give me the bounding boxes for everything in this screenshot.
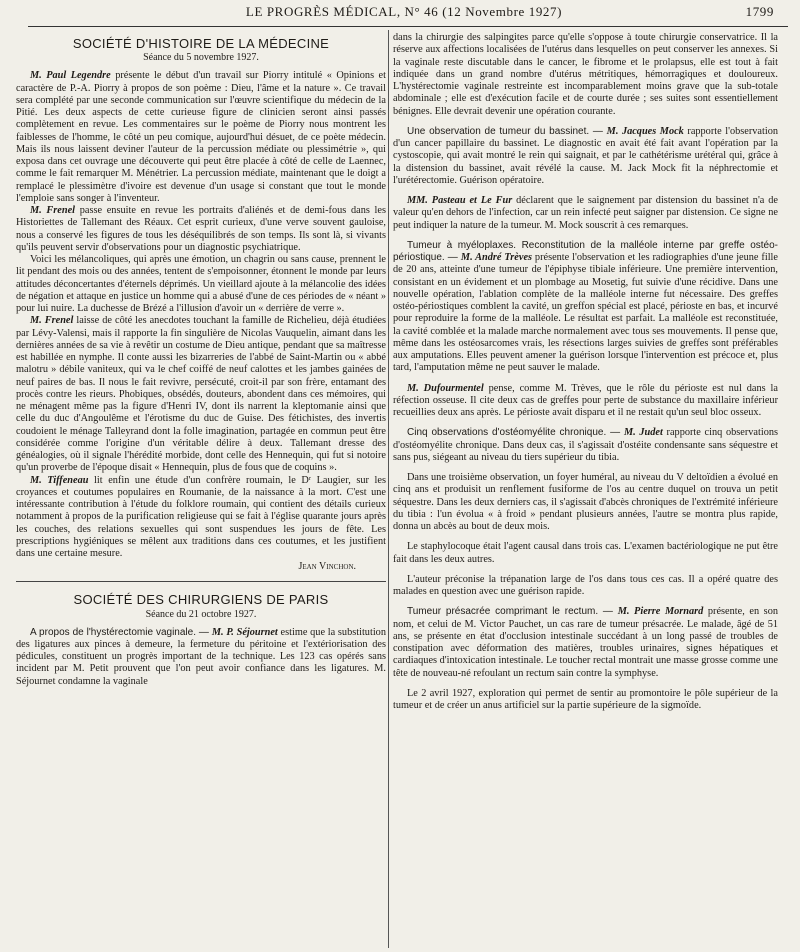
paragraph-text: présente l'observation et les radiographies d'une jeune fille de 20 ans, atteinte d'une tumeur de l'épiphyse tibiale inférieure. Une première intervention, consistant en un évidement et un plombage au Mosetig, fut suivie d'une récidive. Dans une nouvelle opération, l'ablation complète de la malléole interne fut nécessaire. Des greffes ostéo-périostiques comblent la cavité, un greffon spécial est placé, périoste en bas, et incurvé pour reproduire la forme de la malléole. Le résultat est parfait. La malléole est reconstituée, la cavité comblée et la malade marche normalement avec tous ses mouvements. Il pense que, même dans les ostéosarcomes vrais, les résections larges suivies de greffes sont préférables aux amputations. Elles peuvent amener la guérison lorsque l'intervention est précoce et, plus tard, l'amputation même ne peut sauver le malade.	[393, 252, 778, 374]
paragraph	[393, 606, 778, 680]
header-rule	[28, 26, 788, 27]
column-divider	[388, 30, 389, 948]
speaker-name: M. Jacques Mock	[606, 125, 684, 137]
paragraph	[393, 195, 778, 232]
paragraph-topic: A propos de l'hystérectomie vaginale. —	[30, 626, 212, 638]
society-heading: SOCIÉTÉ D'HISTOIRE DE LA MÉDECINE	[72, 36, 330, 51]
paragraph-topic: Tumeur à myéloplaxes. Reconstitution de la malléole interne par greffe ostéo-périostique. —	[393, 239, 778, 263]
paragraph	[16, 627, 386, 688]
speaker-name: M. André Trèves	[460, 252, 533, 263]
speaker-name: M. Paul Legendre	[30, 70, 111, 82]
paragraph	[16, 70, 386, 205]
paragraph-topic: Tumeur présacrée comprimant le rectum. —	[407, 606, 618, 618]
speaker-name: M. Frenel	[30, 315, 74, 327]
section-history-medicine	[16, 70, 386, 560]
paragraph-text: déclarent que le saignement par distension du bassinet n'a de valeur qu'en dehors de l'infection, car un rein infecté peut saigner par distension. Ce signe ne peut indiquer la nature de la tumeur. M. Mock souscrit à ces remarques.	[393, 195, 779, 231]
paragraph-topic: Cinq observations d'ostéomyélite chronique. —	[407, 427, 624, 439]
signature: Jean Vinchon.	[298, 561, 356, 573]
section-surgeons	[16, 627, 386, 688]
paragraph-text: lit enfin une étude d'un confrère roumain, le Dʳ Laugier, sur les croyances et coutumes populaires en Roumanie, de la naissance à la mort. C'est une intéressante contribution à l'étude du folklore roumain, qui contient des détails curieux notamment à propos de la purification religieuse qui se fait à l'église quarante jours après les couches, des relations sexuelles qui sont suspendues les jours de fête. Les prescriptions hygiéniques se mêlent aux traditions dans ces coutumes, et les justifient dans une certaine mesure.	[16, 474, 386, 560]
journal-title: LE PROGRÈS MÉDICAL, N° 46 (12 Novembre 1927)	[245, 4, 563, 19]
left-column	[16, 32, 386, 688]
paragraph-text: rapporte l'observation d'un cancer papillaire du bassinet. Le diagnostic en avait été fait avant l'opération par la cystoscopie, qui avait montré le rein qui saignait, et par le cathétérisme urétéral qui, grâce à la distension du bassinet, avait révélé la cause. M. Jack Mock fit la néphrectomie et l'urétérectomie. Guérison opératoire.	[393, 125, 778, 186]
paragraph	[16, 315, 386, 474]
section-surgeons-continued	[393, 126, 778, 713]
paragraph-text: L'auteur préconise la trépanation large de l'os dans tous ces cas. Il a opéré quatre des malades en question avec une guérison rapide.	[393, 573, 778, 597]
paragraph-text: estime que la substitution des ligatures aux pinces à demeure, la fermeture du péritoine et l'extériorisation des pédicules, constituent un progrès important de la technique. Les 123 cas opérés sans incident par M. Petit prouvent que l'on peut avoir confiance dans les ligatures. M. Séjournet condamne la vaginale	[16, 626, 386, 687]
paragraph	[16, 475, 386, 561]
paragraph-text: présente, en son nom, et celui de M. Victor Pauchet, un cas rare de tumeur présacrée. Le malade, âgé de 51 ans, se présente en état d'occlusion intestinale succédant à un long passé de troubles de constipation avec déformation des matières, troubles urinaires, signes hépatiques et cardiaques d'intoxication intestinale. Le toucher rectal montrait une masse grosse comme une tête de nouveau-né refoulant un rectum sain contre la symphyse.	[393, 606, 778, 679]
paragraph	[16, 254, 386, 315]
paragraph-text: Le staphylocoque était l'agent causal dans trois cas. L'examen bactériologique ne put être fait dans les deux autres.	[393, 541, 778, 565]
speaker-name: M. P. Séjournet	[211, 626, 278, 638]
paragraph-text: présente le début d'un travail sur Piorry intitulé « Opinions et caractère de P.-A. Piorry à propos de son poème : Dieu, l'âme et la nature ». Ce travail sera complété par une seconde communication sur l'œuvre scientifique du médecin de la Pitié. Les deux aspects de cette curieuse figure de clinicien seront ainsi passés complètement en revue. Les commentaires sur le poème de Piorry nous montrent les faiblesses de l'homme, le côté un peu comique, aujourd'hui désuet, de ce poète médecin. Mais ils nous laissent deviner l'auteur de la percussion médiate ou plessimétrie », qui exposa dans cet ouvrage une découverte qui peut être placée à côté de celle de Laennec, comme le fait remarquer M. Ménétrier. La percussion médiate, maintenant que le doigt a remplacé le plessimètre d'ivoire est devenue d'un usage si constant que tout le monde l'emploie sans songer à l'inventeur.	[16, 70, 386, 204]
section-divider	[16, 581, 386, 582]
speaker-name: MM. Pasteau et Le Fur	[407, 195, 513, 206]
paragraph-text: passe ensuite en revue les portraits d'aliénés et de demi-fous dans les Historiettes de Tallemant des Réaux. Cet esprit curieux, d'une verve souvent gauloise, nous a conservé les figures de tous les déséquilibrés de son temps. Ils sont là, si vivants qu'ils peuvent servir d'observations pour un diagnostic psychiatrique.	[16, 205, 386, 253]
paragraph-text: Voici les mélancoliques, qui après une émotion, un chagrin ou sans cause, prennent le lit pendant des mois ou des années, tentent de s'empoisonner, étonnent le monde par leurs attitudes déconcertantes d'éternels déprimés. Un vieillard ajoute à la mélancolie des idées de négation et attaque en justice un homme qui a abusé d'une de ces périodes de « néant » pour lui nuire. La duchesse de Brézé a l'illusion d'avoir un « derrière de verre ».	[16, 254, 386, 315]
paragraph	[393, 472, 778, 533]
paragraph-text: Le 2 avril 1927, exploration qui permet de sentir au promontoire le pôle supérieur de la tumeur et de créer un anus artificiel sur la partie supérieure de la sigmoïde.	[393, 687, 778, 711]
paragraph	[393, 240, 778, 375]
paragraph	[393, 383, 778, 420]
page-number: 1799	[745, 4, 774, 19]
paragraph	[393, 574, 778, 599]
session-date: Séance du 5 novembre 1927.	[143, 52, 259, 64]
society-heading: SOCIÉTÉ DES CHIRURGIENS DE PARIS	[73, 592, 329, 608]
paragraph-text: laisse de côté les anecdotes touchant la famille de Richelieu, déjà étudiées par Lévy-Valensi, mais il rapporte la fin singulière de Nicolas Vauquelin, aimant dans les dernières années de sa vie à revêtir un costume de Dieu antique, pendant que sa maîtresse est habillée en nymphe. Il conte aussi les bizarreries de l'abbé de Saint-Martin ou « abbé malotru » débile vaniteux, qui va le chef coiffé de neuf calottes et les jambes gainées de neuf paires de bas. Il nous le fait revivre, persécuté, croit-il par son frère, entamant des procès contre les rieurs. Phobiques, obsédés, douteurs, abondent dans ces mémoires, qui ne ménagent même pas la figure d'Henri IV, dont ils narrent la kleptomanie ainsi que celle du duc d'Angoulême et l'érotisme du duc de Guise. Des fétichistes, des invertis coudoient le ménage Talleyrand dont la folle imagination, partagée en commun peut être considérée comme l'origine d'un véritable délire à deux. Tallemant dresse des généalogies, où il signale l'hérédité morbide, dont celle des Hennequin, qui fut si notoire qu'un proverbe de l'époque disait « Hennequin, plus de fous que de coquins ».	[16, 315, 386, 474]
speaker-name: M. Frenel	[30, 205, 76, 217]
speaker-name: M. Dufourmentel	[407, 382, 484, 394]
paragraph	[393, 688, 778, 713]
paragraph	[16, 205, 386, 254]
paragraph-topic: Une observation de tumeur du bassinet. —	[407, 125, 607, 137]
paragraph	[393, 126, 778, 187]
paragraph-text: Dans une troisième observation, un foyer huméral, au niveau du V deltoïdien a évolué en cinq ans et produisit un renflement fusiforme de l'os au centre duquel on trouva un petit séquestre. Dans les deux derniers cas, il s'agissait d'abcès chroniques de l'extrémité inférieure du tibia : l'un évolua « à froid » pendant plusieurs années, l'autre se montra plus rapide, donna un abcès au bout de deux mois.	[393, 472, 778, 532]
paragraph-text: pense, comme M. Trèves, que le rôle du périoste est nul dans la réfection osseuse. Il cite deux cas de greffes pour perte de substance du maxillaire inférieur recueillies deux ans après. Le périoste avait disparu et il ne restait qu'un seul bloc osseux.	[393, 382, 778, 418]
right-column	[393, 32, 778, 720]
paragraph-text: rapporte cinq observations d'ostéomyélite chronique. Dans deux cas, il s'agissait d'ostéite condensante sans séquestre et sans pus, siégeant au niveau du tiers supérieur du tibia.	[393, 427, 778, 463]
session-date: Séance du 21 octobre 1927.	[145, 608, 257, 620]
running-header	[28, 4, 780, 22]
paragraph-continuation: dans la chirurgie des salpingites parce qu'elle s'oppose à toute chirurgie conservatrice. Il la réserve aux affections localisées de l'utérus dans lesquelles on peut conserver les annexes. Si la vaginale reste discutable dans le cancer, le fibrome et le prolapsus, elle est tout à fait indiquée dans un grand nombre d'utérus métritiques, hémorragiques et douloureux. L'hystérectomie vaginale restreinte est incomparablement moins grave que la sub-totale abdominale ; elle est d'exécution facile et de courte durée ; ses suites sont essentiellement bénignes. Elle devrait devenir une opération courante.	[393, 32, 778, 117]
speaker-name: M. Pierre Mornard	[617, 606, 704, 618]
paragraph	[393, 541, 778, 566]
speaker-name: M. Judet	[624, 427, 663, 439]
paragraph	[393, 427, 778, 464]
speaker-name: M. Tiffeneau	[30, 474, 89, 486]
